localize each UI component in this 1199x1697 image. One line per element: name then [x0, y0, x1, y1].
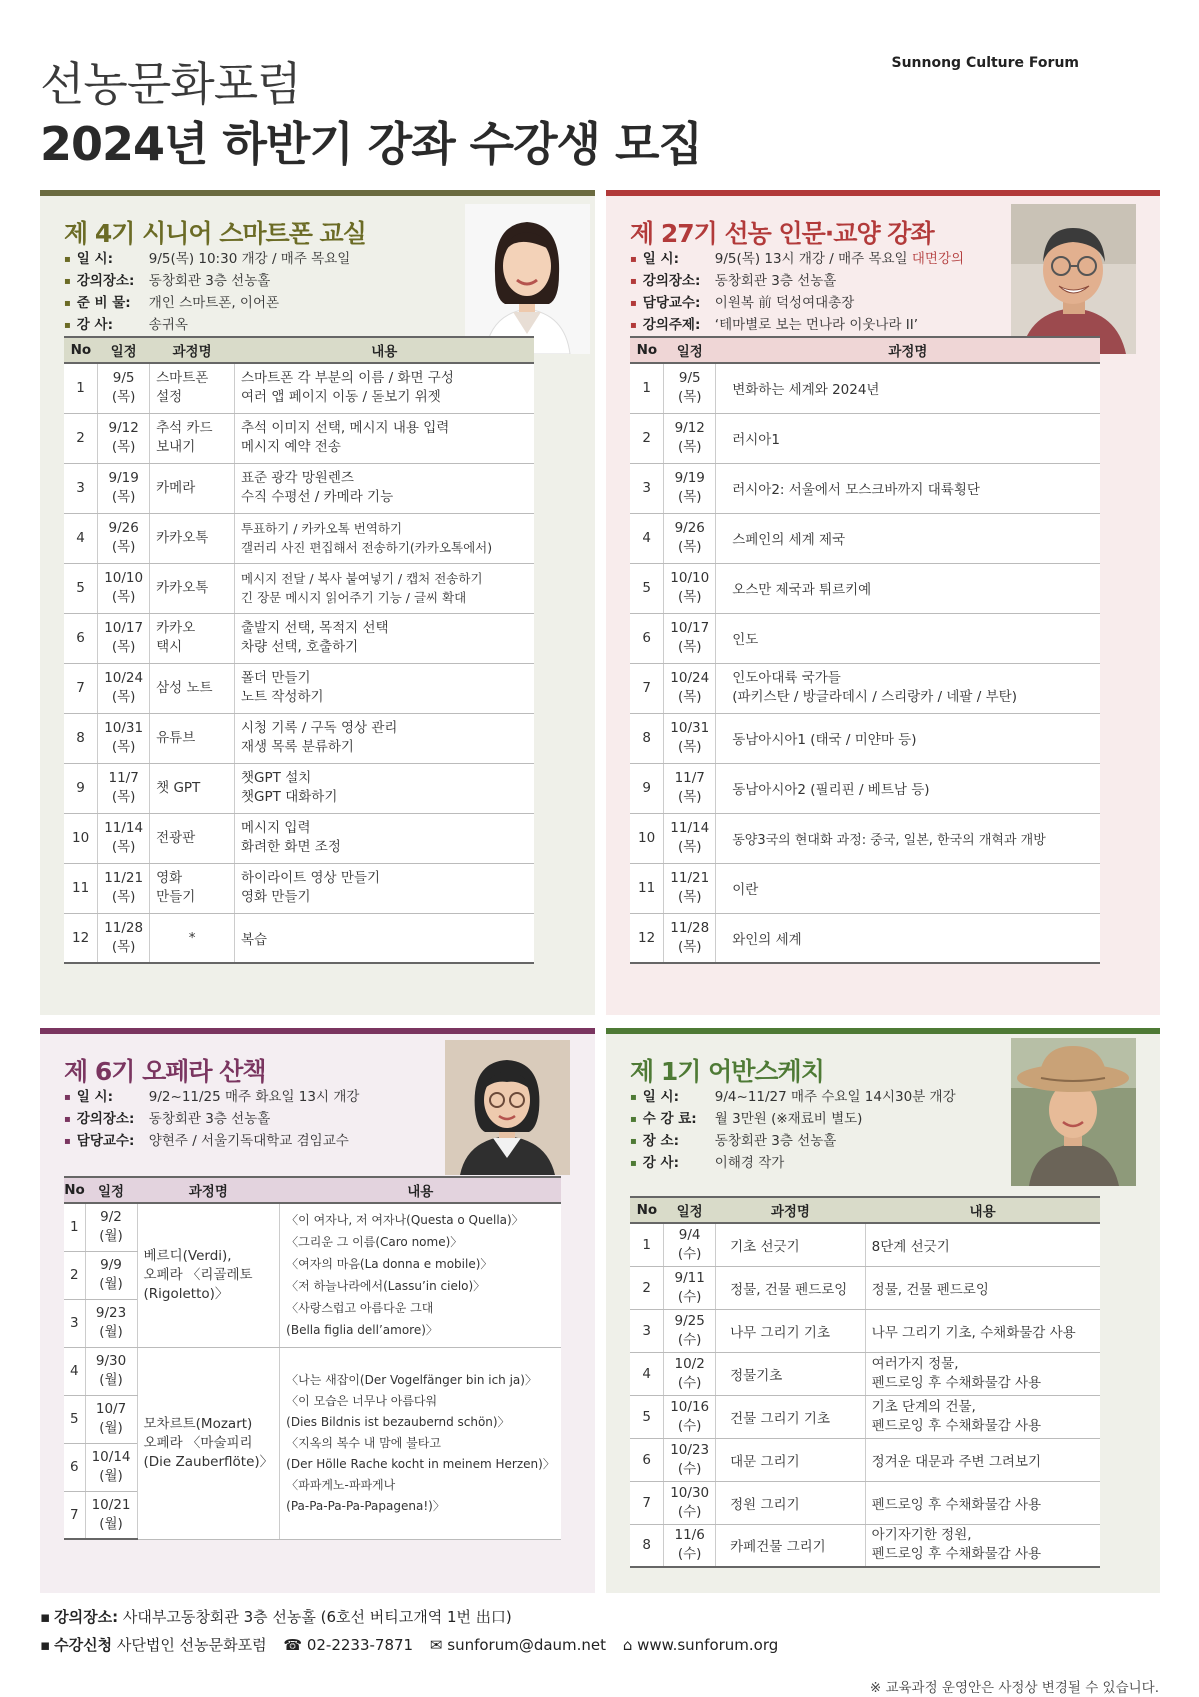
- info-item: ▪ 강의장소: 동창회관 3층 선농홀: [630, 270, 964, 292]
- table-row: 11 11/21 (목) 영화 만들기 하이라이트 영상 만들기 영화 만들기: [64, 863, 534, 913]
- table-row: 7 10/24 (목) 인도아대륙 국가들 (파키스탄 / 방글라데시 / 스리랑카 / 네팔 / 부탄): [630, 663, 1100, 713]
- table-row: 8 10/31 (목) 동남아시아1 (태국 / 미얀마 등): [630, 713, 1100, 763]
- urban-sketch-course-panel: [606, 1028, 1160, 1593]
- table-row: 3 9/19 (목) 카메라 표준 광각 망원렌즈 수직 수평선 / 카메라 기능: [64, 463, 534, 513]
- col-header: 과정명: [150, 337, 235, 363]
- info-item: ▪ 수 강 료: 월 3만원 (※재료비 별도): [630, 1108, 956, 1130]
- smartphone-course-title: 제 4기 시니어 스마트폰 교실: [64, 219, 366, 248]
- footer-website[interactable]: www.sunforum.org: [637, 1636, 779, 1654]
- table-row: 8 10/31 (목) 유튜브 시청 기록 / 구독 영상 관리 재생 목록 분류하기: [64, 713, 534, 763]
- table-row: 4 9/30 (월) 모차르트(Mozart) 오페라 〈마술피리 (Die Zauberflöte)〉 〈나는 새잡이(Der Vogelfänger bin ich ja)〉 〈이 모습은 너무나 아름다워 (Dies Bildnis ist bezaubernd schön)〉 〈지옥의 복수 내 맘에 불타고 (Der Hölle Rache kocht in meinem Herzen)〉 〈파파게노-파파게나 (Pa-Pa-Pa-Pa-Papagena!)〉: [64, 1347, 561, 1395]
- table-row: 6 10/17 (목) 카카오 택시 출발지 선택, 목적지 선택 차량 선택, 호출하기: [64, 613, 534, 663]
- col-header: No: [630, 337, 664, 363]
- info-item: ▪ 일 시: 9/5(목) 13시 개강 / 매주 목요일 대면강의: [630, 248, 964, 270]
- opera-course-panel: [40, 1028, 595, 1593]
- humanities-course-info: [630, 248, 964, 336]
- table-row: 9 11/7 (목) 챗 GPT 챗GPT 설치 챗GPT 대화하기: [64, 763, 534, 813]
- brand-name: Sunnong Culture Forum: [891, 55, 1079, 71]
- col-header: 일정: [85, 1177, 137, 1203]
- instructor-photo: [465, 204, 590, 354]
- info-item: ▪ 일 시: 9/5(목) 10:30 개강 / 매주 목요일: [64, 248, 350, 270]
- col-header: 과정명: [716, 337, 1100, 363]
- table-row: 5 10/7 (월): [64, 1395, 561, 1443]
- urban-sketch-course-info: [630, 1086, 956, 1174]
- table-row: 3 9/25 (수) 나무 그리기 기초 나무 그리기 기초, 수채화물감 사용: [630, 1309, 1100, 1352]
- humanities-course-panel: [606, 190, 1160, 1015]
- footer-venue-label: 강의장소:: [54, 1608, 119, 1626]
- table-row: 11 11/21 (목) 이란: [630, 863, 1100, 913]
- col-header: 일정: [98, 337, 150, 363]
- table-row: 6 10/23 (수) 대문 그리기 정겨운 대문과 주변 그려보기: [630, 1438, 1100, 1481]
- info-item: ▪ 강의주제: ‘테마별로 보는 먼나라 이웃나라 II’: [630, 314, 964, 336]
- col-header: No: [64, 337, 98, 363]
- opera-course-title: 제 6기 오페라 산책: [64, 1057, 266, 1086]
- instructor-photo: [1011, 1038, 1136, 1186]
- footer-venue: ▪ 강의장소: 사대부고동창회관 3층 선농홀 (6호선 버티고개역 1번 出口): [40, 1608, 512, 1626]
- info-item: ▪ 강의장소: 동창회관 3층 선농홀: [64, 1108, 359, 1130]
- instructor-photo: [1011, 204, 1136, 354]
- table-row: 4 9/26 (목) 카카오톡 투표하기 / 카카오톡 번역하기 갤러리 사진 편집해서 전송하기(카카오톡에서): [64, 513, 534, 563]
- info-item: ▪ 일 시: 9/2~11/25 매주 화요일 13시 개강: [64, 1086, 359, 1108]
- table-row: 2 9/9 (월): [64, 1251, 561, 1299]
- table-row: 7 10/30 (수) 정원 그리기 펜드로잉 후 수채화물감 사용: [630, 1481, 1100, 1524]
- info-item: ▪ 강의장소: 동창회관 3층 선농홀: [64, 270, 350, 292]
- table-row: 7 10/24 (목) 삼성 노트 폴더 만들기 노트 작성하기: [64, 663, 534, 713]
- opera-mozart-course: 모차르트(Mozart) 오페라 〈마술피리 (Die Zauberflöte)〉: [137, 1347, 280, 1539]
- info-item: ▪ 담당교수: 이원복 前 덕성여대총장: [630, 292, 964, 314]
- table-row: 3 9/19 (목) 러시아2: 서울에서 모스크바까지 대륙횡단: [630, 463, 1100, 513]
- table-row: 5 10/10 (목) 오스만 제국과 튀르키예: [630, 563, 1100, 613]
- table-row: 6 10/17 (목) 인도: [630, 613, 1100, 663]
- table-row: 4 10/2 (수) 정물기초 여러가지 정물, 펜드로잉 후 수채화물감 사용: [630, 1352, 1100, 1395]
- footer-org: 사단법인 선농문화포럼: [116, 1636, 267, 1654]
- page-title-forum: 선농문화포럼: [40, 57, 301, 111]
- table-row: 1 9/2 (월) 베르디(Verdi), 오페라 〈리골레토 (Rigoletto)〉 〈이 여자나, 저 여자나(Questa o Quella)〉 〈그리운 그 이름(Caro nome)〉 〈여자의 마음(La donna e mobile)〉 〈저 하늘나라에서(Lassu’in cielo)〉 〈사랑스럽고 아름다운 그대 (Bella figlia dell’amore)〉: [64, 1203, 561, 1251]
- col-header: No: [64, 1177, 85, 1203]
- table-row: 2 9/11 (수) 정물, 건물 펜드로잉 정물, 건물 펜드로잉: [630, 1266, 1100, 1309]
- smartphone-course-info: [64, 248, 350, 336]
- col-header: 내용: [280, 1177, 561, 1203]
- opera-verdi-course: 베르디(Verdi), 오페라 〈리골레토 (Rigoletto)〉: [137, 1203, 280, 1347]
- table-row: 2 9/12 (목) 추석 카드 보내기 추석 이미지 선택, 메시지 내용 입력 메시지 예약 전송: [64, 413, 534, 463]
- col-header: 과정명: [716, 1197, 866, 1223]
- humanities-course-title: 제 27기 선농 인문·교양 강좌: [630, 219, 934, 248]
- mail-icon: ✉: [429, 1636, 443, 1654]
- table-row: 12 11/28 (목) 와인의 세계: [630, 913, 1100, 963]
- col-header: 일정: [664, 337, 716, 363]
- info-item: ▪ 준 비 물: 개인 스마트폰, 이어폰: [64, 292, 350, 314]
- footer-email[interactable]: sunforum@daum.net: [447, 1636, 607, 1654]
- table-row: 10 11/14 (목) 동양3국의 현대화 과정: 중국, 일본, 한국의 개혁과 개방: [630, 813, 1100, 863]
- footer-phone[interactable]: 02-2233-7871: [306, 1636, 414, 1654]
- info-item: ▪ 강 사: 이해경 작가: [630, 1152, 956, 1174]
- table-row: 8 11/6 (수) 카페건물 그리기 아기자기한 정원, 펜드로잉 후 수채화물감 사용: [630, 1524, 1100, 1567]
- footer-note: ※ 교육과정 운영안은 사정상 변경될 수 있습니다.: [869, 1680, 1159, 1696]
- table-row: 1 9/4 (수) 기초 선긋기 8단계 선긋기: [630, 1223, 1100, 1266]
- opera-mozart-content: 〈나는 새잡이(Der Vogelfänger bin ich ja)〉 〈이 모습은 너무나 아름다워 (Dies Bildnis ist bezaubernd schön)〉 〈지옥의 복수 내 맘에 불타고 (Der Hölle Rache kocht in meinem Herzen)〉 〈파파게노-파파게나 (Pa-Pa-Pa-Pa-Papagena!)〉: [280, 1347, 561, 1539]
- opera-schedule-table: [64, 1176, 561, 1540]
- table-row: 4 9/26 (목) 스페인의 세계 제국: [630, 513, 1100, 563]
- col-header: 과정명: [137, 1177, 280, 1203]
- table-row: 9 11/7 (목) 동남아시아2 (필리핀 / 베트남 등): [630, 763, 1100, 813]
- col-header: 일정: [664, 1197, 716, 1223]
- urban-sketch-schedule-table: [630, 1196, 1100, 1568]
- footer-apply-label: 수강신청: [54, 1636, 113, 1654]
- phone-icon: ☎: [283, 1636, 303, 1654]
- table-row: 12 11/28 (목) * 복습: [64, 913, 534, 963]
- footer-apply: ▪ 수강신청 사단법인 선농문화포럼 ☎ 02-2233-7871 ✉ sunforum@daum.net ⌂ www.sunforum.org: [40, 1636, 779, 1654]
- col-header: 내용: [235, 337, 534, 363]
- footer-venue-text: 사대부고동창회관 3층 선농홀 (6호선 버티고개역 1번 出口): [122, 1608, 512, 1626]
- urban-sketch-course-title: 제 1기 어반스케치: [630, 1057, 824, 1086]
- opera-verdi-content: 〈이 여자나, 저 여자나(Questa o Quella)〉 〈그리운 그 이름(Caro nome)〉 〈여자의 마음(La donna e mobile)〉 〈저 하늘나라에서(Lassu’in cielo)〉 〈사랑스럽고 아름다운 그대 (Bella figlia dell’amore)〉: [280, 1203, 561, 1347]
- table-row: 1 9/5 (목) 스마트폰 설정 스마트폰 각 부분의 이름 / 화면 구성 여러 앱 페이지 이동 / 돋보기 위젯: [64, 363, 534, 413]
- table-row: 6 10/14 (월): [64, 1443, 561, 1491]
- table-row: 5 10/10 (목) 카카오톡 메시지 전달 / 복사 붙여넣기 / 캡처 전송하기 긴 장문 메시지 읽어주기 기능 / 글씨 확대: [64, 563, 534, 613]
- table-row: 3 9/23 (월): [64, 1299, 561, 1347]
- info-item: ▪ 강 사: 송귀옥: [64, 314, 350, 336]
- table-row: 5 10/16 (수) 건물 그리기 기초 기초 단계의 건물, 펜드로잉 후 수채화물감 사용: [630, 1395, 1100, 1438]
- table-row: 7 10/21 (월): [64, 1491, 561, 1539]
- info-item: ▪ 일 시: 9/4~11/27 매주 수요일 14시30분 개강: [630, 1086, 956, 1108]
- info-item: ▪ 담당교수: 양현주 / 서울기독대학교 겸임교수: [64, 1130, 359, 1152]
- col-header: 내용: [865, 1197, 1100, 1223]
- page-title: 2024년 하반기 강좌 수강생 모집: [40, 117, 702, 171]
- humanities-schedule-table: [630, 336, 1100, 964]
- opera-course-info: [64, 1086, 359, 1152]
- table-row: 2 9/12 (목) 러시아1: [630, 413, 1100, 463]
- home-icon: ⌂: [622, 1636, 633, 1654]
- col-header: No: [630, 1197, 664, 1223]
- smartphone-schedule-table: [64, 336, 534, 964]
- table-row: 10 11/14 (목) 전광판 메시지 입력 화려한 화면 조정: [64, 813, 534, 863]
- info-item: ▪ 장 소: 동창회관 3층 선농홀: [630, 1130, 956, 1152]
- table-row: 1 9/5 (목) 변화하는 세계와 2024년: [630, 363, 1100, 413]
- smartphone-course-panel: [40, 190, 595, 1015]
- instructor-photo: [445, 1040, 570, 1175]
